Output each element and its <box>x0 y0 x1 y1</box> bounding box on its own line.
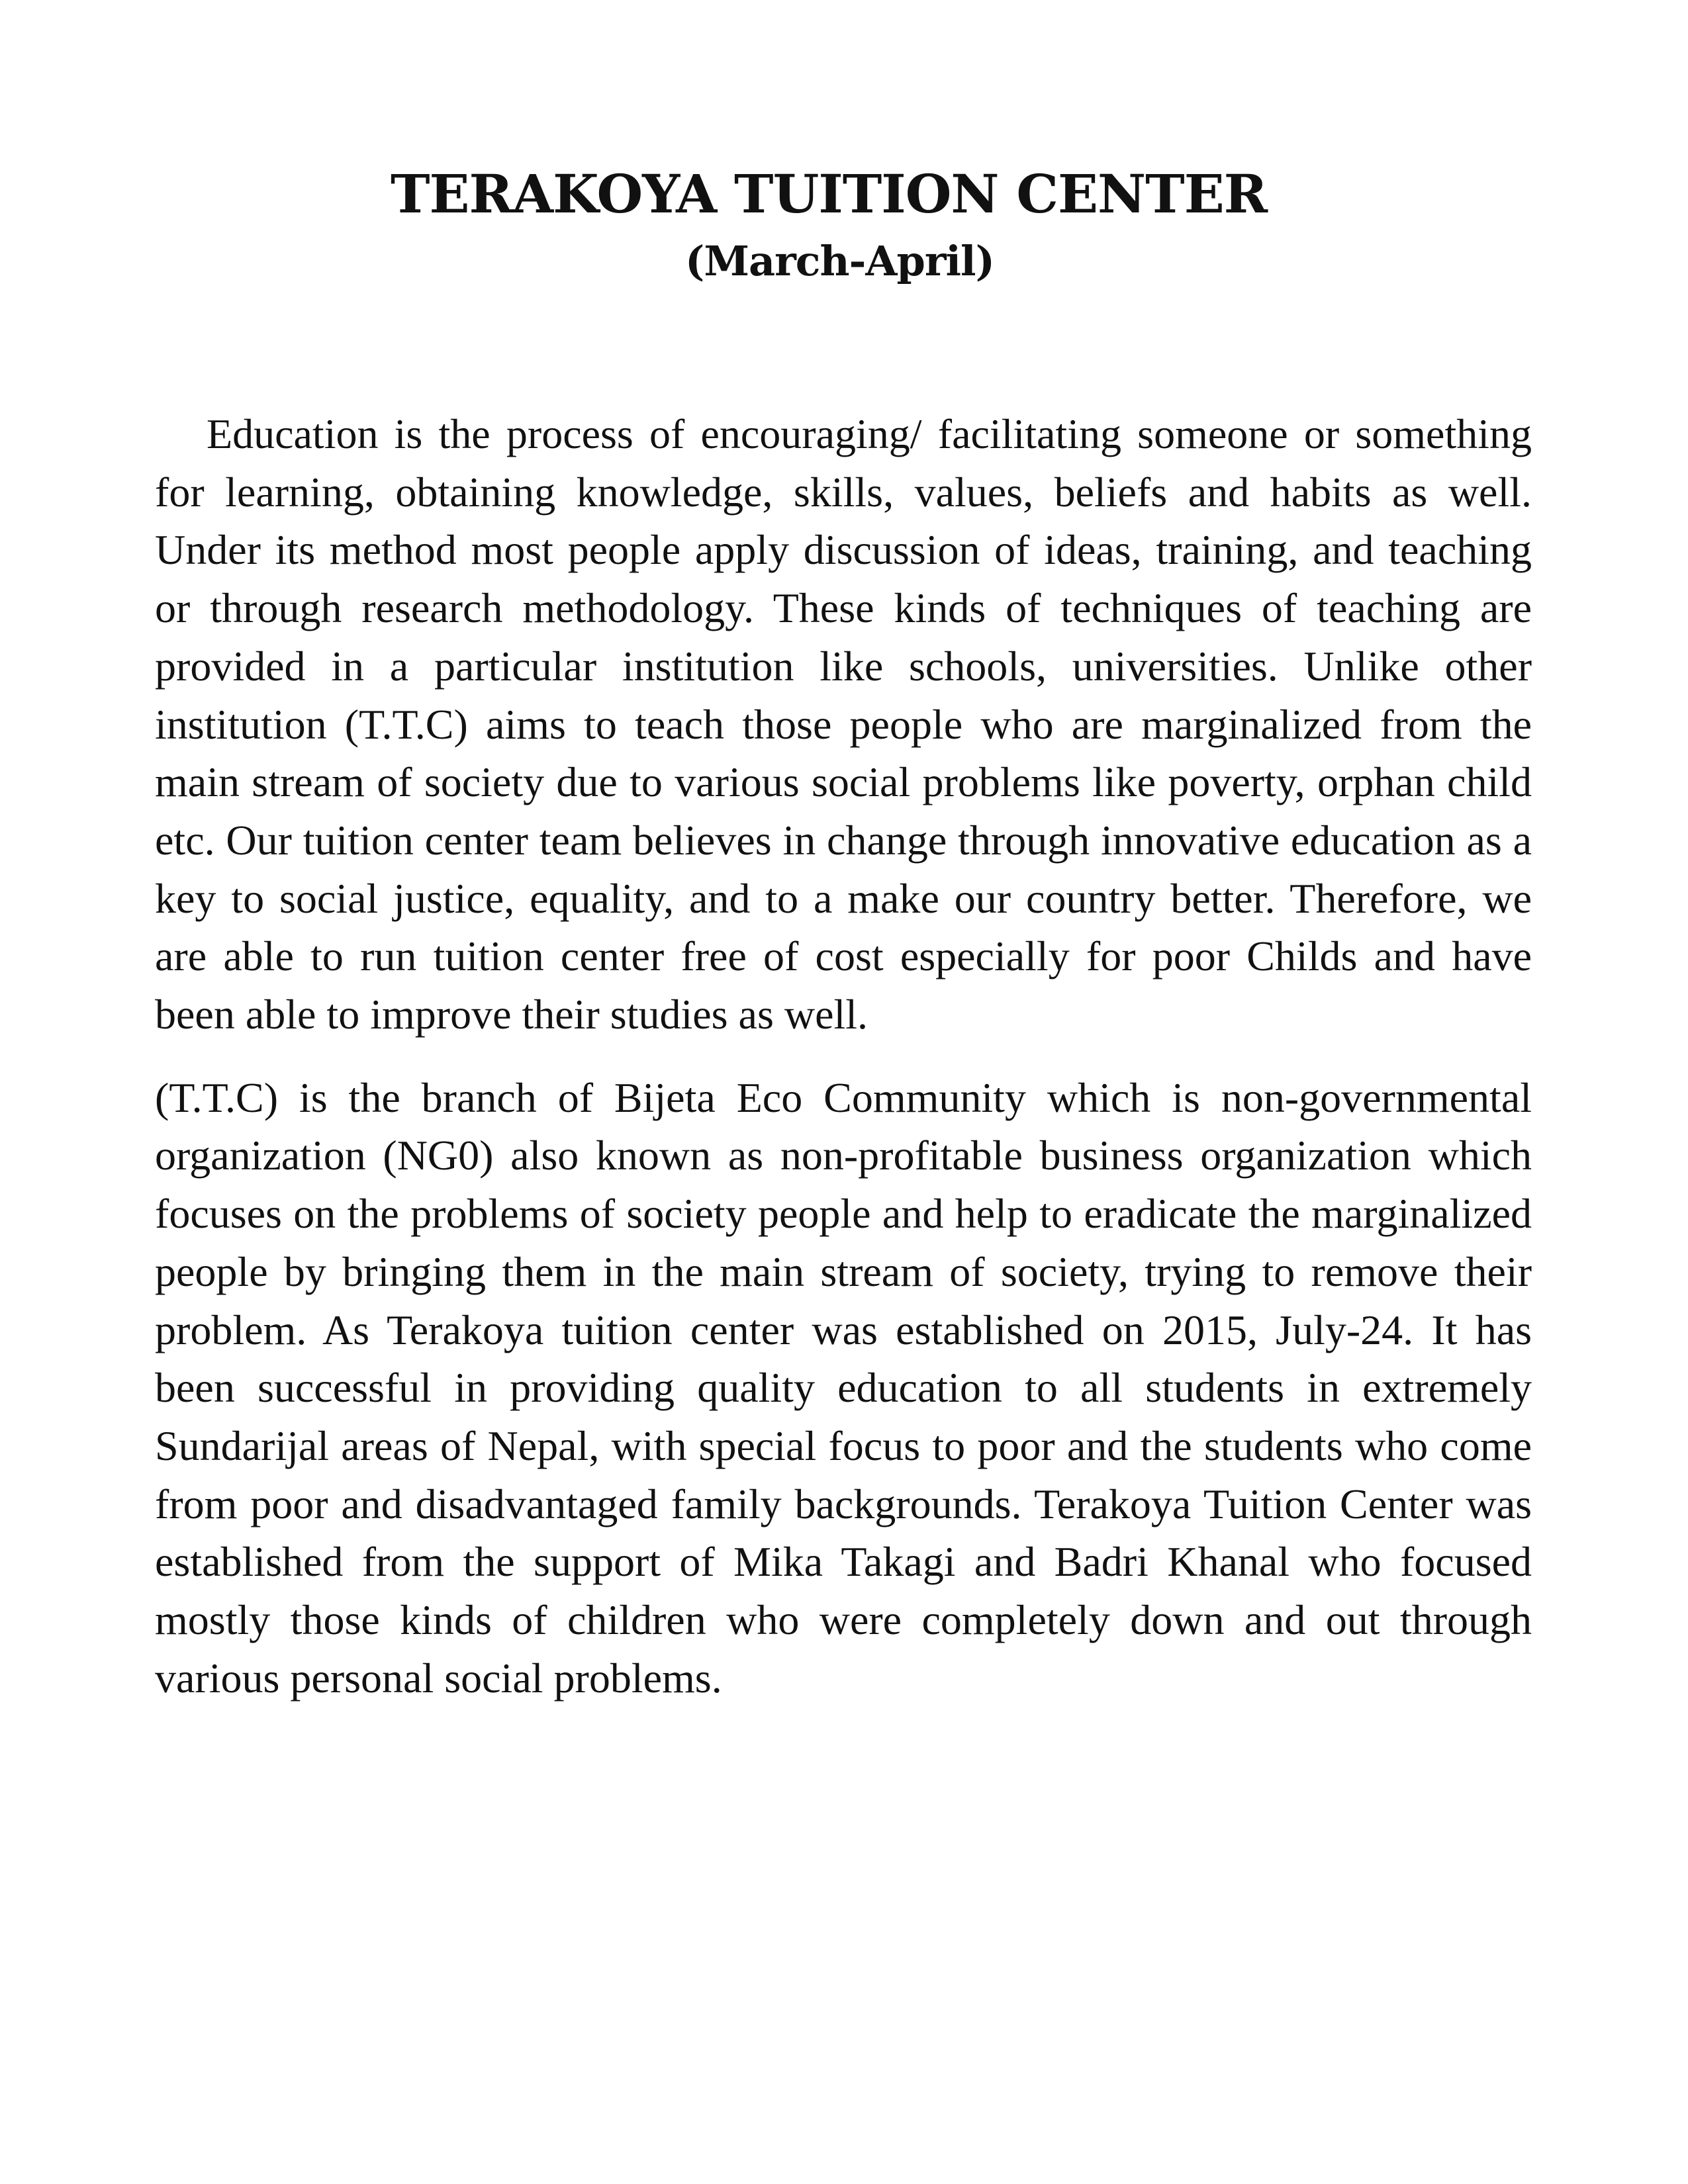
paragraph-education: Education is the process of encouraging/ facilitating someone or something for learning, obtaining knowledge, skills, values, beliefs and habits as well. Under its method most people apply discussion of ideas, training, and teaching or through research methodology. These kinds of techniques of teaching are provided in a particular institution like schools, universities. Unlike other institution (T.T.C) aims to teach those people who are marginalized from the main stream of society due to various social problems like poverty, orphan child etc. Our tuition center team believes in change through innovative education as a key to social justice, equality, and to a make our country better. Therefore, we are able to run tuition center free of cost especially for poor Childs and have been able to improve their studies as well. <box>155 410 1532 1038</box>
paragraph-ttc-branch: (T.T.C) is the branch of Bijeta Eco Community which is non-governmental organization (NG0) also known as non-profitable business organization which focuses on the problems of society people and help to eradicate the marginalized people by bringing them in the main stream of society, trying to remove their problem. As Terakoya tuition center was established on 2015, July-24. It has been successful in providing quality education to all students in extremely Sundarijal areas of Nepal, with special focus to poor and the students who come from poor and disadvantaged family backgrounds. Terakoya Tuition Center was established from the support of Mika Takagi and Badri Khanal who focused mostly those kinds of children who were completely down and out through various personal social problems. <box>155 1073 1532 1702</box>
document-body <box>155 405 1532 1707</box>
document-title: TERAKOYA TUITION CENTER <box>391 163 1268 225</box>
document-subtitle: (March-April) <box>685 237 994 285</box>
